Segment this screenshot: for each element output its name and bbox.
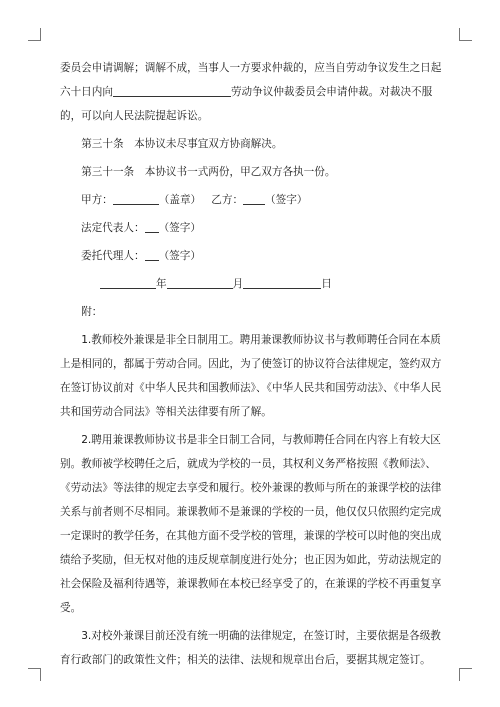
blank-party-b (243, 191, 265, 205)
blank-day (243, 275, 321, 289)
appendix-item-2: 2.聘用兼课教师协议书是非全日制工合同，与教师聘任合同在内容上有较大区别。教师被学校聘任之后，就成为学校的一员，其权利义务严格按照《教师法》、《劳动法》等法律的规定去享受和履行。校外兼课的教师与所在的兼课学校的法律关系与前者则不尽相同。兼课教师不是兼课的学校的一员，他仅仅只依照约定完成一定课时的教学任务，在其他方面不受学校的管理，兼课的学校可以时他的突出成绩给予奖励，但无权对他的违反规章制度进行处分；也正因为如此，劳动法规定的社会保险及福利待遇等，兼课教师在本校已经享受了的，在兼课的学校不再重复享受。 (60, 434, 442, 614)
agent-label: 委托代理人： (81, 250, 145, 262)
party-b-sign: （签字） (265, 194, 308, 206)
signing-date (60, 272, 444, 296)
document-body (60, 56, 444, 672)
crop-mark-top-right (459, 28, 472, 41)
date-month: 月 (232, 278, 244, 290)
appendix-item-1: 1.教师校外兼课是非全日制用工。聘用兼课教师协议书与教师聘任合同在本质上是相同的，都属于劳动合同。因此，为了使签订的协议符合法律规定，签约双方在签订协议前对《中华人民共和国教师法》、《中华人民共和国劳动法》、《中华人民共和国劳动合同法》等相关法律要有所了解。 (60, 334, 442, 418)
signature-legal-rep (60, 216, 444, 240)
party-b-label: 乙方： (211, 194, 244, 206)
appendix-item-3: 3.对校外兼课目前还没有统一明确的法律规定，在签订时，主要依据是各级教育行政部门的政策性文件；相关的法律、法规和规章出台后，要据其规定签订。 (60, 630, 441, 666)
crop-mark-bottom-left (28, 668, 41, 681)
paragraph-arbitration-part-b: 劳动争议仲裁委员会申请仲裁。对裁决不服的，可以向人民法院提起诉讼。 (60, 86, 433, 122)
legal-rep-sign: （签字） (158, 222, 201, 234)
party-a-label: 甲方： (81, 194, 113, 206)
blank-legal-rep (145, 219, 159, 233)
paragraph-arbitration-part-a: 委员会申请调解；调解不成，当事人一方要求仲裁的，应当自劳动争议发生之日起六十日内向 (60, 62, 442, 98)
appendix-title: 附： (81, 306, 103, 318)
blank-year (100, 275, 156, 289)
blank-party-a (113, 191, 159, 205)
blank-agent (145, 247, 159, 261)
blank-month (167, 275, 233, 289)
blank-arbitration-committee (113, 83, 231, 97)
article-31: 第三十一条 本协议书一式两份，甲乙双方各执一份。 (81, 166, 336, 178)
crop-mark-bottom-right (459, 668, 472, 681)
agent-sign: （签字） (158, 250, 201, 262)
party-a-seal: （盖章） (158, 194, 202, 206)
signature-parties (60, 188, 444, 212)
date-day: 日 (321, 278, 332, 290)
signature-agent (60, 244, 444, 268)
legal-rep-label: 法定代表人： (81, 222, 145, 234)
date-year: 年 (156, 278, 167, 290)
article-30: 第三十条 本协议未尽事宜双方协商解决。 (81, 138, 283, 150)
paragraph-arbitration (60, 56, 444, 128)
crop-mark-top-left (28, 28, 41, 41)
